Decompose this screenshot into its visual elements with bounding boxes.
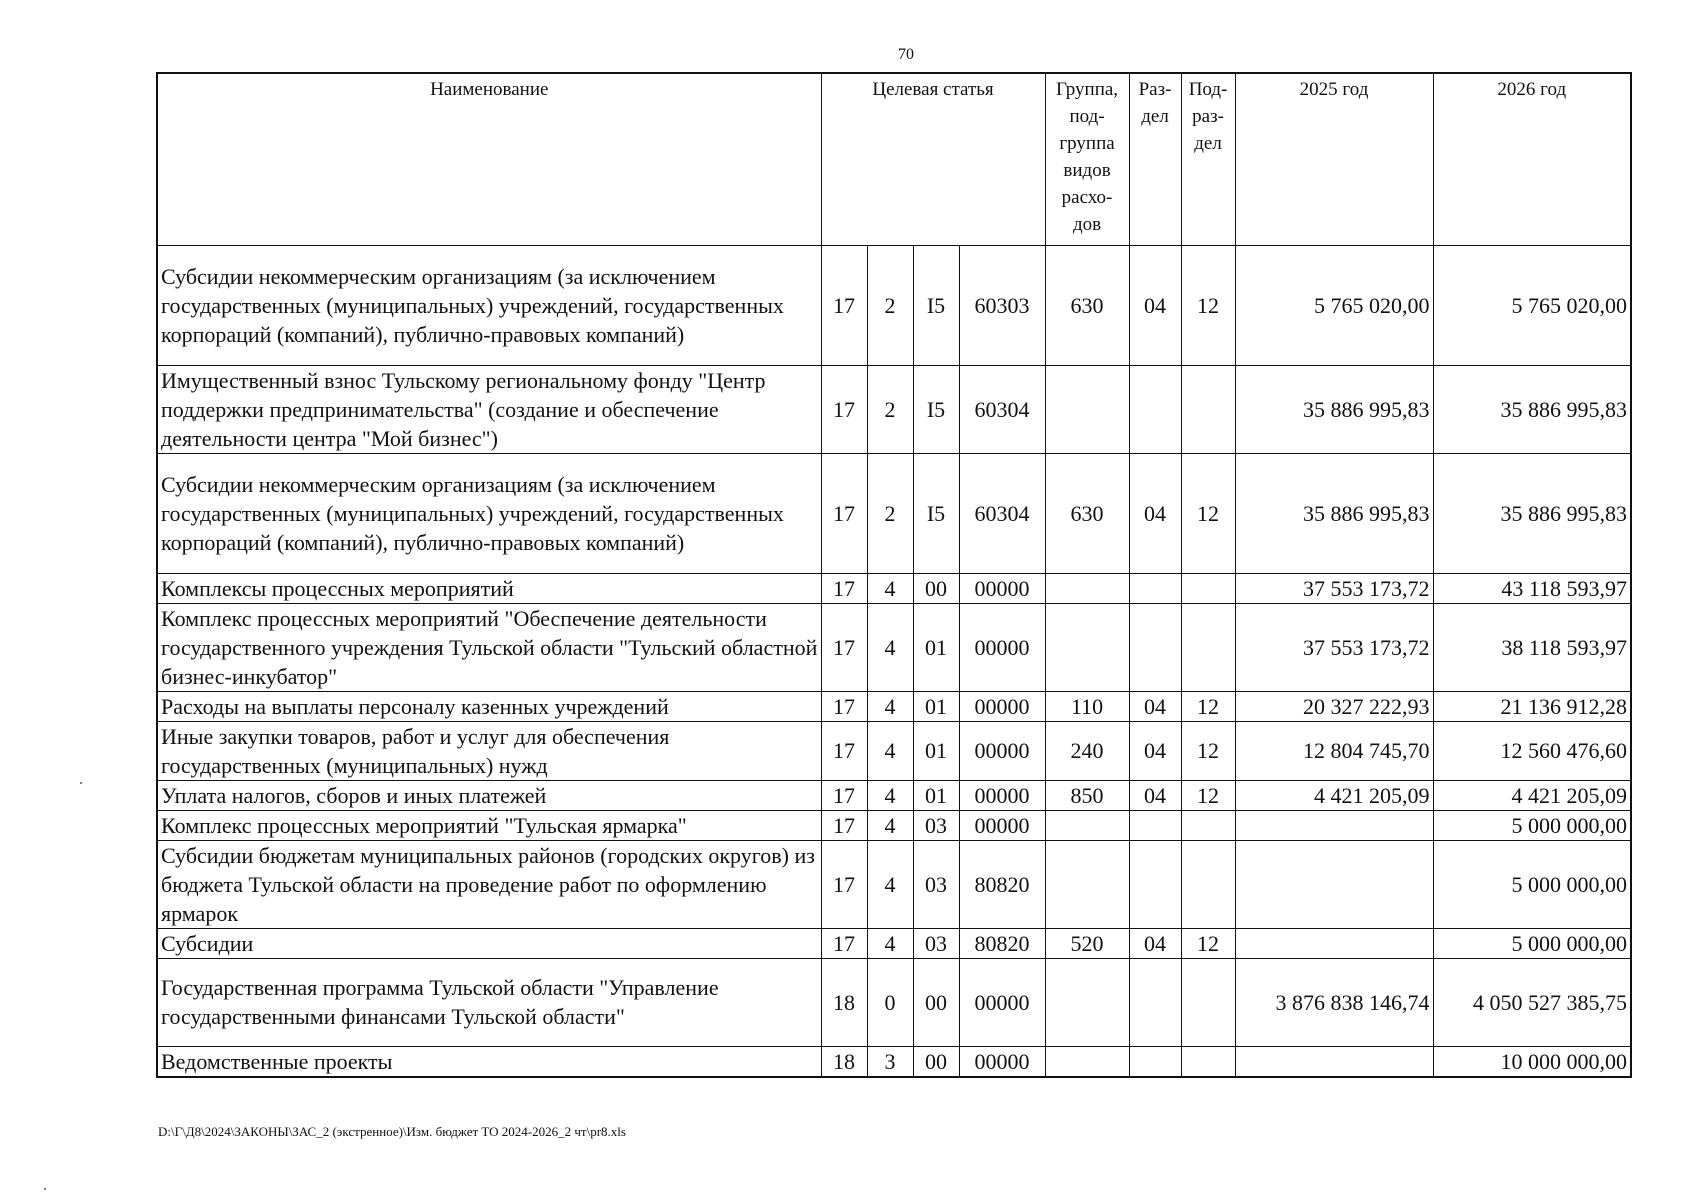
table-row (157, 721, 1631, 780)
amount-2025: 12 804 745,70 (1235, 721, 1433, 780)
table-row (157, 573, 1631, 603)
target-article-code-4: 60303 (959, 245, 1045, 365)
amount-2025: 5 765 020,00 (1235, 245, 1433, 365)
expense-group (1045, 810, 1129, 840)
subsection-code (1181, 603, 1235, 691)
row-name: Расходы на выплаты персоналу казенных учреждений (157, 691, 821, 721)
subsection-code (1181, 958, 1235, 1046)
amount-2025: 4 421 205,09 (1235, 780, 1433, 810)
target-article-code-1: 17 (821, 691, 867, 721)
header-group: Группа, под-группа видов расхо-дов (1045, 73, 1129, 245)
table-row (157, 245, 1631, 365)
target-article-code-4: 60304 (959, 365, 1045, 453)
target-article-code-2: 4 (867, 603, 913, 691)
expense-group: 630 (1045, 245, 1129, 365)
target-article-code-3: I5 (913, 245, 959, 365)
subsection-code (1181, 1046, 1235, 1077)
amount-2026: 12 560 476,60 (1433, 721, 1631, 780)
target-article-code-2: 4 (867, 780, 913, 810)
amount-2025: 3 876 838 146,74 (1235, 958, 1433, 1046)
section-code: 04 (1129, 928, 1181, 958)
table-row (157, 810, 1631, 840)
target-article-code-1: 17 (821, 721, 867, 780)
row-name: Уплата налогов, сборов и иных платежей (157, 780, 821, 810)
expense-group (1045, 603, 1129, 691)
target-article-code-4: 80820 (959, 928, 1045, 958)
amount-2026: 4 421 205,09 (1433, 780, 1631, 810)
section-code (1129, 365, 1181, 453)
target-article-code-4: 60304 (959, 453, 1045, 573)
expense-group (1045, 365, 1129, 453)
target-article-code-2: 0 (867, 958, 913, 1046)
section-code (1129, 603, 1181, 691)
table-row (157, 958, 1631, 1046)
target-article-code-3: 01 (913, 780, 959, 810)
table-row (157, 1046, 1631, 1077)
subsection-code: 12 (1181, 691, 1235, 721)
subsection-code: 12 (1181, 245, 1235, 365)
expense-group: 240 (1045, 721, 1129, 780)
amount-2026: 5 000 000,00 (1433, 810, 1631, 840)
amount-2025 (1235, 1046, 1433, 1077)
target-article-code-1: 18 (821, 1046, 867, 1077)
section-code: 04 (1129, 780, 1181, 810)
target-article-code-3: 00 (913, 958, 959, 1046)
target-article-code-4: 00000 (959, 603, 1045, 691)
section-code: 04 (1129, 691, 1181, 721)
amount-2025: 35 886 995,83 (1235, 365, 1433, 453)
amount-2026: 5 765 020,00 (1433, 245, 1631, 365)
subsection-code: 12 (1181, 721, 1235, 780)
target-article-code-2: 2 (867, 245, 913, 365)
amount-2026: 4 050 527 385,75 (1433, 958, 1631, 1046)
subsection-code: 12 (1181, 928, 1235, 958)
row-name: Иные закупки товаров, работ и услуг для обеспечения государственных (муниципальных) нужд (157, 721, 821, 780)
amount-2025: 35 886 995,83 (1235, 453, 1433, 573)
header-subsection: Под-раз-дел (1181, 73, 1235, 245)
target-article-code-4: 00000 (959, 958, 1045, 1046)
target-article-code-1: 17 (821, 810, 867, 840)
expense-group: 520 (1045, 928, 1129, 958)
target-article-code-2: 2 (867, 365, 913, 453)
table-row (157, 840, 1631, 928)
table-row (157, 603, 1631, 691)
scan-speck (80, 782, 82, 784)
target-article-code-4: 00000 (959, 1046, 1045, 1077)
subsection-code (1181, 840, 1235, 928)
target-article-code-3: I5 (913, 453, 959, 573)
amount-2026: 38 118 593,97 (1433, 603, 1631, 691)
target-article-code-3: 01 (913, 721, 959, 780)
subsection-code (1181, 573, 1235, 603)
row-name: Субсидии бюджетам муниципальных районов (городских округов) из бюджета Тульской области на проведение работ по оформлению ярмарок (157, 840, 821, 928)
amount-2026: 35 886 995,83 (1433, 453, 1631, 573)
section-code (1129, 810, 1181, 840)
target-article-code-2: 4 (867, 721, 913, 780)
row-name: Субсидии некоммерческим организациям (за исключением государственных (муниципальных) учреждений, государственных корпораций (компаний), публично-правовых компаний) (157, 245, 821, 365)
amount-2025 (1235, 810, 1433, 840)
target-article-code-3: 03 (913, 840, 959, 928)
table-row (157, 453, 1631, 573)
amount-2026: 21 136 912,28 (1433, 691, 1631, 721)
expense-group (1045, 958, 1129, 1046)
row-name: Комплекс процессных мероприятий "Тульская ярмарка" (157, 810, 821, 840)
scan-speck (44, 1188, 46, 1190)
target-article-code-2: 4 (867, 573, 913, 603)
row-name: Субсидии некоммерческим организациям (за исключением государственных (муниципальных) учреждений, государственных корпораций (компаний), публично-правовых компаний) (157, 453, 821, 573)
target-article-code-1: 18 (821, 958, 867, 1046)
target-article-code-3: 03 (913, 810, 959, 840)
amount-2025: 37 553 173,72 (1235, 603, 1433, 691)
target-article-code-3: 00 (913, 1046, 959, 1077)
subsection-code (1181, 365, 1235, 453)
table-row (157, 691, 1631, 721)
target-article-code-2: 4 (867, 840, 913, 928)
amount-2026: 10 000 000,00 (1433, 1046, 1631, 1077)
header-year-2026: 2026 год (1433, 73, 1631, 245)
target-article-code-3: I5 (913, 365, 959, 453)
section-code: 04 (1129, 245, 1181, 365)
expense-group: 110 (1045, 691, 1129, 721)
row-name: Ведомственные проекты (157, 1046, 821, 1077)
target-article-code-2: 3 (867, 1046, 913, 1077)
header-name: Наименование (157, 73, 821, 245)
footer-file-path: D:\Г\Д8\2024\ЗАКОНЫ\ЗАС_2 (экстренное)\Изм. бюджет ТО 2024-2026_2 чт\pr8.xls (158, 1124, 626, 1139)
expense-group (1045, 1046, 1129, 1077)
target-article-code-1: 17 (821, 603, 867, 691)
amount-2026: 5 000 000,00 (1433, 840, 1631, 928)
table-body (157, 245, 1631, 1077)
section-code (1129, 573, 1181, 603)
target-article-code-3: 01 (913, 691, 959, 721)
amount-2025: 20 327 222,93 (1235, 691, 1433, 721)
target-article-code-1: 17 (821, 365, 867, 453)
header-target-article: Целевая статья (821, 73, 1045, 245)
amount-2025 (1235, 840, 1433, 928)
section-code: 04 (1129, 721, 1181, 780)
target-article-code-2: 4 (867, 691, 913, 721)
target-article-code-1: 17 (821, 245, 867, 365)
row-name: Государственная программа Тульской области "Управление государственными финансами Тульской области" (157, 958, 821, 1046)
row-name: Субсидии (157, 928, 821, 958)
subsection-code (1181, 810, 1235, 840)
section-code (1129, 1046, 1181, 1077)
target-article-code-4: 80820 (959, 840, 1045, 928)
target-article-code-4: 00000 (959, 810, 1045, 840)
target-article-code-2: 4 (867, 928, 913, 958)
expense-group: 850 (1045, 780, 1129, 810)
section-code: 04 (1129, 453, 1181, 573)
expense-group (1045, 573, 1129, 603)
header-year-2025: 2025 год (1235, 73, 1433, 245)
amount-2025 (1235, 928, 1433, 958)
target-article-code-3: 03 (913, 928, 959, 958)
target-article-code-4: 00000 (959, 691, 1045, 721)
target-article-code-1: 17 (821, 780, 867, 810)
subsection-code: 12 (1181, 453, 1235, 573)
row-name: Имущественный взнос Тульскому региональному фонду "Центр поддержки предпринимательства" (создание и обеспечение деятельности центра "Мой бизнес") (157, 365, 821, 453)
target-article-code-1: 17 (821, 840, 867, 928)
table-header-row (157, 73, 1631, 245)
target-article-code-2: 4 (867, 810, 913, 840)
target-article-code-3: 00 (913, 573, 959, 603)
amount-2026: 35 886 995,83 (1433, 365, 1631, 453)
amount-2026: 43 118 593,97 (1433, 573, 1631, 603)
target-article-code-4: 00000 (959, 573, 1045, 603)
amount-2026: 5 000 000,00 (1433, 928, 1631, 958)
section-code (1129, 840, 1181, 928)
target-article-code-4: 00000 (959, 721, 1045, 780)
row-name: Комплексы процессных мероприятий (157, 573, 821, 603)
table-row (157, 928, 1631, 958)
expense-group: 630 (1045, 453, 1129, 573)
table-row (157, 365, 1631, 453)
budget-table (156, 72, 1632, 1078)
target-article-code-4: 00000 (959, 780, 1045, 810)
page-number: 70 (898, 46, 914, 63)
header-section: Раз-дел (1129, 73, 1181, 245)
amount-2025: 37 553 173,72 (1235, 573, 1433, 603)
target-article-code-2: 2 (867, 453, 913, 573)
table-row (157, 780, 1631, 810)
row-name: Комплекс процессных мероприятий "Обеспечение деятельности государственного учреждения Тульской области "Тульский областной бизнес-инкубатор" (157, 603, 821, 691)
subsection-code: 12 (1181, 780, 1235, 810)
expense-group (1045, 840, 1129, 928)
target-article-code-1: 17 (821, 573, 867, 603)
target-article-code-3: 01 (913, 603, 959, 691)
section-code (1129, 958, 1181, 1046)
target-article-code-1: 17 (821, 928, 867, 958)
target-article-code-1: 17 (821, 453, 867, 573)
